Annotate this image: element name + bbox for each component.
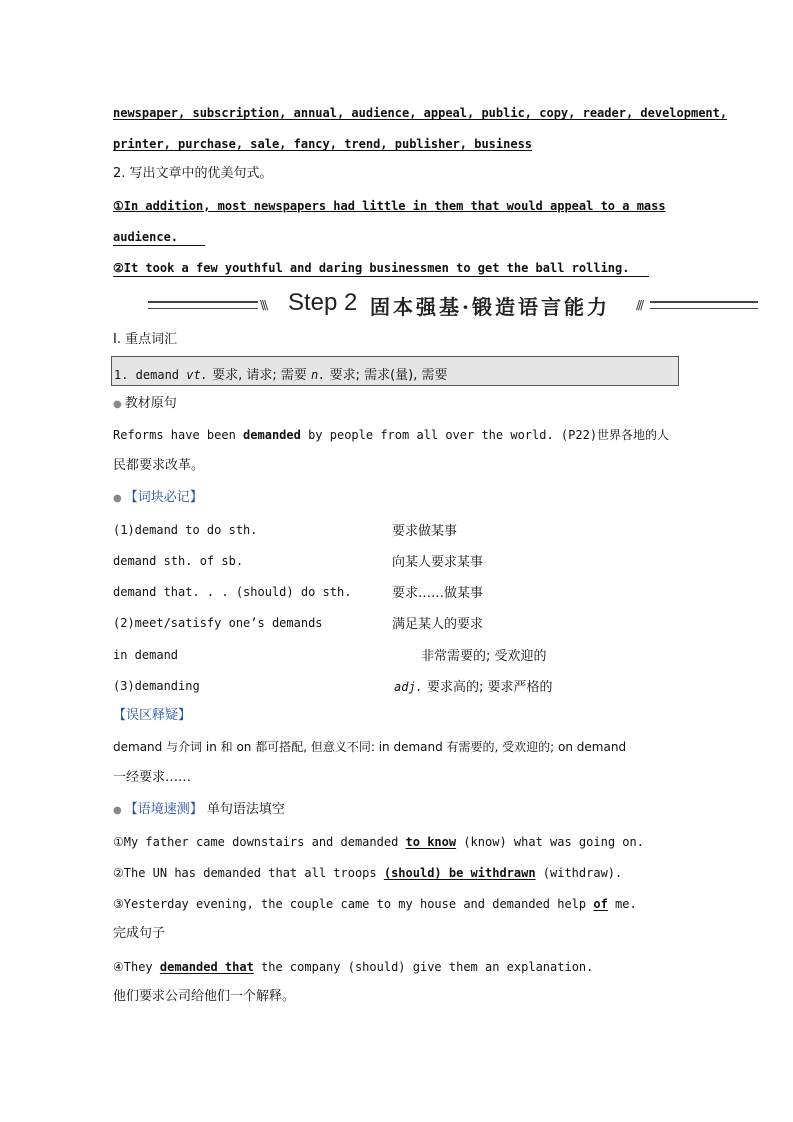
question-3-tail: me.	[607, 897, 637, 911]
bullet-icon: ●	[113, 399, 122, 410]
definition-verb-meaning: 要求, 请求; 需要	[207, 368, 311, 383]
chunk-cn-3: 要求……做某事	[392, 586, 484, 601]
chunk-en-5: in demand	[113, 648, 179, 662]
definition-noun-meaning: 要求; 需求(量), 需要	[325, 368, 448, 383]
chunks-label-text: 【词块必记】	[124, 490, 203, 505]
banner-hatch-left: \\\	[260, 298, 267, 312]
sentence-2-text: ②It took a few youthful and daring businessmen to get the ball rolling.	[113, 260, 649, 277]
banner-rule-right	[650, 301, 758, 309]
chunk-pos-adj: adj.	[394, 680, 423, 694]
practice-label-text: 【语境速测】	[124, 802, 203, 817]
chunk-cn-5: 非常需要的; 受欢迎的	[421, 649, 547, 664]
textbook-sentence-a: Reforms have been	[113, 428, 244, 442]
question-1-stem: ①My father came downstairs and demanded	[113, 835, 406, 849]
chunk-en-2: demand sth. of sb.	[113, 554, 244, 568]
question-2	[113, 865, 622, 881]
definition-word: 1. demand	[114, 368, 187, 382]
question-1	[113, 834, 644, 850]
question-3-answer: of	[593, 897, 608, 911]
question-4-tail: the company (should) give them an explanation.	[253, 960, 594, 974]
banner-title: 固本强基·锻造语言能力	[370, 295, 610, 319]
bullet-icon: ●	[113, 805, 122, 816]
chunk-en-6: (3)demanding	[113, 679, 200, 693]
textbook-sentence-b: by people from all over the world. (P22)世界各地的人	[300, 428, 670, 442]
chunk-cn-6	[394, 676, 553, 695]
question-2-stem: ②The UN has demanded that all troops	[113, 866, 384, 880]
definition-text	[114, 364, 448, 383]
sentence-1-line-1: ①In addition, most newspapers had little in them that would appeal to a mass	[113, 199, 666, 213]
question-3	[113, 896, 637, 912]
chunks-label	[113, 490, 203, 507]
step-banner	[148, 289, 758, 319]
question-4-answer: demanded that	[159, 960, 254, 974]
practice-label	[113, 802, 285, 819]
textbook-keyword: demanded	[243, 428, 301, 442]
banner-step: Step 2	[288, 289, 358, 316]
misread-label: 【误区释疑】	[113, 708, 192, 723]
question-4-stem: ④They	[113, 960, 160, 974]
vocab-line-1: newspaper, subscription, annual, audience, appeal, public, copy, reader, development,	[113, 106, 728, 120]
banner-hatch-right: ///	[636, 298, 643, 312]
textbook-label	[113, 396, 177, 413]
pos-vt: vt.	[186, 368, 208, 382]
chunk-cn-6-text: 要求高的; 要求严格的	[422, 680, 553, 695]
banner-rule-left	[148, 301, 258, 309]
question-4-translation: 他们要求公司给他们一个解释。	[113, 989, 296, 1004]
question-2-answer: (should) be withdrawn	[383, 866, 536, 880]
chunk-en-3: demand that. . . (should) do sth.	[113, 585, 352, 599]
bullet-icon: ●	[113, 493, 122, 504]
task-2-heading: 2. 写出文章中的优美句式。	[113, 166, 273, 181]
question-1-tail: (know) what was going on.	[456, 835, 644, 849]
question-3-stem: ③Yesterday evening, the couple came to my house and demanded help	[113, 897, 594, 911]
textbook-sentence	[113, 427, 669, 443]
misread-line-1: demand 与介词 in 和 on 都可搭配, 但意义不同: in demand 有需要的, 受欢迎的; on demand	[113, 740, 627, 754]
vocab-line-2: printer, purchase, sale, fancy, trend, publisher, business	[113, 137, 533, 151]
chunk-cn-1: 要求做某事	[392, 524, 458, 539]
sentence-2	[113, 260, 649, 277]
chunk-cn-2: 向某人要求某事	[392, 555, 484, 570]
question-4	[113, 959, 593, 975]
sentence-1-line-2	[113, 229, 205, 246]
section-heading: Ⅰ. 重点词汇	[113, 332, 178, 347]
chunk-cn-4: 满足某人的要求	[392, 617, 484, 632]
chunk-en-1: (1)demand to do sth.	[113, 523, 258, 537]
sentence-1-end: audience.	[113, 229, 205, 246]
definition-box	[111, 356, 679, 386]
practice-subtitle: 单句语法填空	[202, 802, 285, 817]
pos-n: n.	[310, 368, 326, 382]
chunk-en-4: (2)meet/satisfy one’s demands	[113, 616, 323, 630]
complete-sentence-label: 完成句子	[113, 926, 166, 941]
textbook-label-text: 教材原句	[124, 396, 177, 411]
question-1-answer: to know	[405, 835, 457, 849]
question-2-tail: (withdraw).	[535, 866, 623, 880]
misread-line-2: 一经要求……	[113, 770, 192, 785]
textbook-sentence-line-2: 民都要求改革。	[113, 458, 205, 473]
